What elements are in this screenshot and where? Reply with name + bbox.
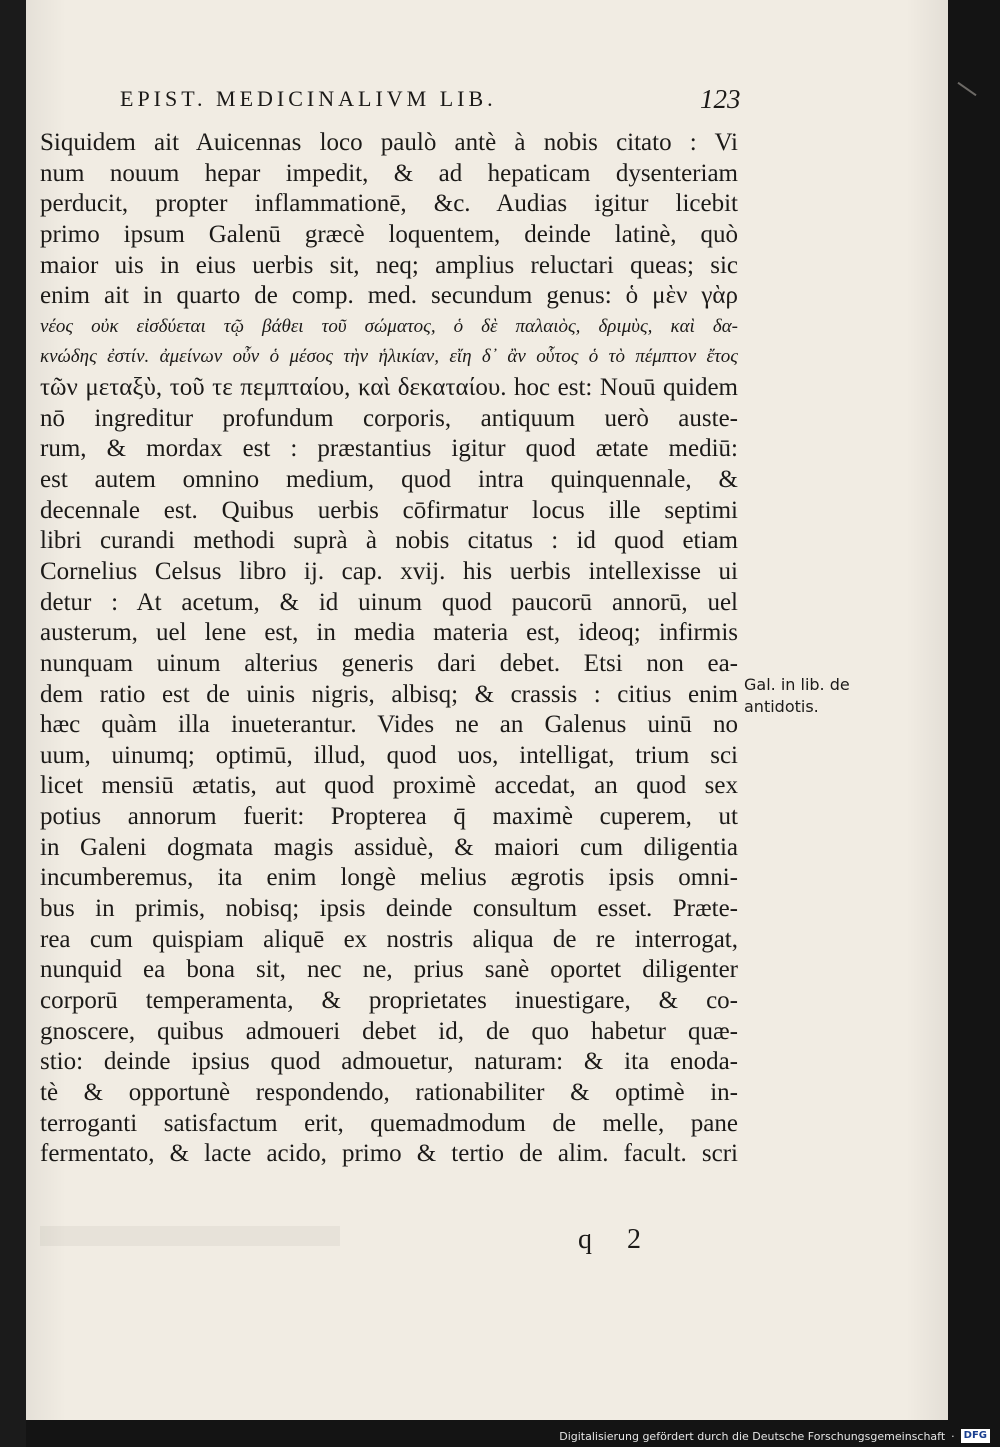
margin-note	[744, 674, 864, 718]
text-line: detur : At acetum, & id uinum quod paucorū annorū, uel	[40, 588, 738, 616]
text-line: gnoscere, quibus admoueri debet id, de quo habetur quæ-	[40, 1017, 738, 1045]
footer-credit: Digitalisierung gefördert durch die Deutsche Forschungsgemeinschaft	[559, 1429, 946, 1443]
text-line: rum, & mordax est : præstantius igitur quod ætate mediū:	[40, 435, 738, 463]
greek-text-line: νέος οὐκ εἰσδύεται τῷ βάθει τοῦ σώματος, ὁ δὲ παλαιὸς, δριμὺς, καὶ δα-	[40, 315, 738, 337]
text-line: tè & opportunè respondendo, rationabiliter & optimè in-	[40, 1078, 738, 1106]
text-line: austerum, uel lene est, in media materia est, ideoq; infirmis	[40, 619, 738, 647]
ink-bleed-through	[40, 1226, 340, 1246]
text-line: nunquid ea bona sit, nec ne, prius sanè oportet diligenter	[40, 956, 738, 984]
text-line: stio: deinde ipsius quod admouetur, naturam: & ita enoda-	[40, 1048, 738, 1076]
text-line: bus in primis, nobisq; ipsis deinde consultum esset. Præte-	[40, 895, 738, 923]
text-line: enim ait in quarto de comp. med. secundum genus: ὁ μὲν γὰρ	[40, 282, 738, 310]
digitization-footer: Digitalisierung gefördert durch die Deutsche Forschungsgemeinschaft · DFG	[559, 1427, 990, 1445]
text-line: dem ratio est de uinis nigris, albisq; & crassis : citius enim	[40, 680, 738, 708]
margin-note-line: antidotis.	[744, 697, 819, 716]
text-line: in Galeni dogmata magis assiduè, & maiori cum diligentia	[40, 833, 738, 861]
text-line: rea cum quispiam aliquē ex nostris aliqua de re interrogat,	[40, 925, 738, 953]
page-number: 123	[700, 84, 741, 114]
dfg-logo-icon: DFG	[961, 1429, 990, 1443]
text-line: uum, uinumq; optimū, illud, quod uos, intelligat, trium sci	[40, 741, 738, 769]
page-corner-fold	[957, 82, 976, 96]
main-text-block	[40, 128, 738, 1170]
text-line: Siquidem ait Auicennas loco paulò antè à nobis citato : Vi	[40, 129, 738, 156]
text-line: num nouum hepar impedit, & ad hepaticam dysenteriam	[40, 159, 738, 187]
text-line: fermentato, & lacte acido, primo & tertio de alim. facult. scri	[40, 1140, 738, 1168]
signature-mark: q 2	[578, 1224, 655, 1255]
text-line: primo ipsum Galenū græcè loquentem, deinde latinè, quò	[40, 220, 738, 248]
text-line: licet mensiū ætatis, aut quod proximè accedat, an quod sex	[40, 772, 738, 800]
scan-background	[0, 0, 26, 1447]
margin-note-line: Gal. in lib. de	[744, 675, 850, 694]
text-line: libri curandi methodi suprà à nobis citatus : id quod etiam	[40, 527, 738, 555]
text-line: perducit, propter inflammationē, &c. Audias igitur licebit	[40, 190, 738, 218]
greek-text-line: κνώδης ἐστίν. ἀμείνων οὖν ὁ μέσος τὴν ἡλικίαν, εἴη δ᾽ ἂν οὗτος ὁ τὸ πέμπτον ἔτος	[40, 346, 738, 368]
text-line: nō ingreditur profundum corporis, antiquum uerò auste-	[40, 404, 738, 432]
text-line: potius annorum fuerit: Propterea q̄ maximè cuperem, ut	[40, 803, 738, 831]
text-line: est autem omnino medium, quod intra quinquennale, &	[40, 466, 738, 494]
text-line: nunquam uinum alterius generis dari debet. Etsi non ea-	[40, 649, 738, 677]
text-line: incumberemus, ita enim longè melius ægrotis ipsis omni-	[40, 864, 738, 892]
text-line: τῶν μεταξὺ, τοῦ τε πεμπταίου, καὶ δεκαταίου. hoc est: Nouū quidem	[40, 374, 738, 402]
text-line: Cornelius Celsus libro ij. cap. xvij. his uerbis intellexisse ui	[40, 557, 738, 585]
text-line: terroganti satisfactum erit, quemadmodum de melle, pane	[40, 1109, 738, 1137]
text-line: decennale est. Quibus uerbis cōfirmatur locus ille septimi	[40, 496, 738, 524]
text-line: corporū temperamenta, & proprietates inuestigare, & co-	[40, 986, 738, 1014]
running-head: EPIST. MEDICINALIVM LIB.	[120, 86, 497, 111]
text-line: maior uis in eius uerbis sit, neq; amplius reluctari queas; sic	[40, 251, 738, 279]
text-line: hæc quàm illa inueterantur. Vides ne an Galenus uinū no	[40, 711, 738, 739]
